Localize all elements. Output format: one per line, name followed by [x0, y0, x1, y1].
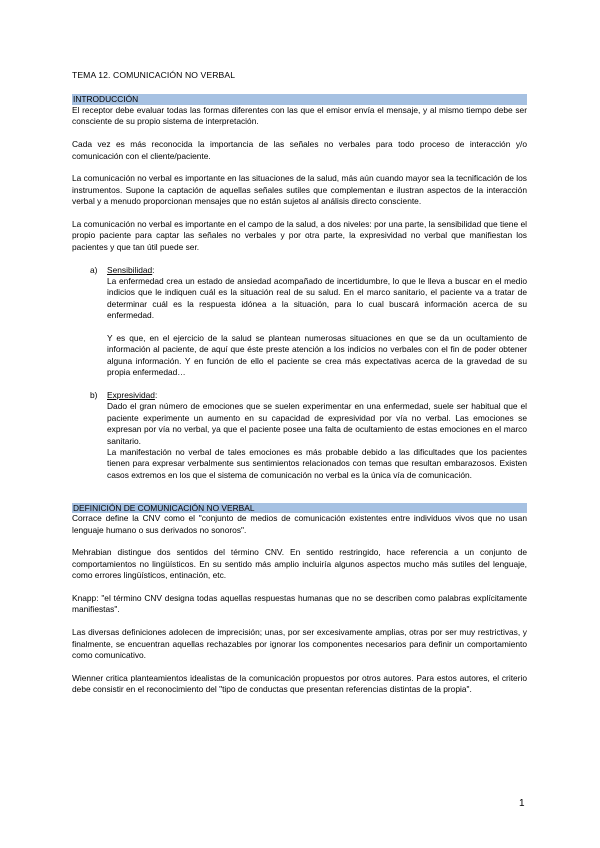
- section-heading-introduccion: INTRODUCCIÓN: [72, 94, 527, 105]
- paragraph: Las diversas definiciones adolecen de imprecisión; unas, por ser excesivamente amplias, otras por ser muy restrictivas, y finalmente, se encuentran aquellas rechazables por ignorar los componentes necesarios para definir un comportamiento como comunicativo.: [72, 627, 527, 660]
- paragraph: Wienner critica planteamientos idealistas de la comunicación propuestos por otros autores. Para estos autores, el criterio debe consistir en el reconocimiento del "tipo de conductas que presentan referencias distintas de la propia".: [72, 672, 527, 695]
- list-item-label: Sensibilidad: [107, 264, 153, 275]
- label-colon: :: [154, 389, 158, 400]
- label-colon: :: [152, 264, 155, 275]
- paragraph: La enfermedad crea un estado de ansiedad acompañado de incertidumbre, lo que le lleva a buscar en el medio indicios que le indiquen cuál es la situación real de su salud. En el marco sanitario, el paciente va a tratar de determinar cuál es la respuesta idónea a la situación, para lo cual buscará información acerca de su enfermedad.: [107, 275, 527, 321]
- list-marker: b): [90, 389, 98, 400]
- document-title: TEMA 12. COMUNICACIÓN NO VERBAL: [72, 70, 236, 80]
- paragraph: Cada vez es más reconocida la importancia de las señales no verbales para todo proceso de interacción y/o comunicación con el cliente/paciente.: [72, 139, 527, 161]
- paragraph: Knapp: "el término CNV designa todas aquellas respuestas humanas que no se describen como palabras explícitamente manifiestas".: [72, 592, 527, 615]
- list-marker: a): [90, 264, 98, 275]
- paragraph: El receptor debe evaluar todas las formas diferentes con las que el emisor envía el mensaje, y al mismo tiempo debe ser consciente de su propio sistema de interpretación.: [72, 104, 527, 127]
- list-item-label: Expresividad: [107, 389, 155, 400]
- paragraph: Dado el gran número de emociones que se suelen experimentar en una enfermedad, suele ser habitual que el paciente experimente un aumento en su capacidad de expresividad por vía no verbal. Las emociones se expresan por vía no verbal, ya que el paciente posee una falta de ocultamiento de estas emociones en el marco sanitario.: [107, 401, 527, 446]
- list-item-expresividad: [72, 390, 527, 481]
- paragraph: Y es que, en el ejercicio de la salud se plantean numerosas situaciones en que se da un ocultamiento de información al paciente, de aquí que éste preste atención a los indicios no verbales con el fin de poder obtener alguna información. Y en función de ello el paciente se crea más expectativas acerca de la gravedad de su propia enfermedad…: [107, 332, 527, 378]
- paragraph: La comunicación no verbal es importante en el campo de la salud, a dos niveles: por una parte, la sensibilidad que tiene el propio paciente para captar las señales no verbales y por otra parte, la expresividad no verbal que manifiestan los pacientes y que tan útil puede ser.: [72, 218, 527, 252]
- page-number: 1: [519, 798, 525, 809]
- list-item-sensibilidad: [72, 265, 527, 379]
- paragraph: La manifestación no verbal de tales emociones es más probable debido a las dificultades que los pacientes tienen para expresar verbalmente sus sentimientos relacionados con temas que resultan embarazosos. Existen casos extremos en los que el sistema de comunicación no verbal es la única vía de comunicación.: [107, 447, 527, 480]
- paragraph: Mehrabian distingue dos sentidos del término CNV. En sentido restringido, hace referencia a un conjunto de comportamientos no lingüísticos. En su sentido más amplio incluiría algunos aspectos mucho más sutiles del lenguaje, como errores lingüísticos, entinación, etc.: [72, 547, 527, 581]
- paragraph: La comunicación no verbal es importante en las situaciones de la salud, más aún cuando mayor sea la tecnificación de los instrumentos. Supone la captación de aquellas señales sutiles que complementan e ilustran aspectos de la interacción verbal y a menudo proporcionan mensajes que no están sujetos al análisis directo consciente.: [72, 173, 527, 207]
- document-page: [72, 70, 527, 707]
- paragraph: Corrace define la CNV como el "conjunto de medios de comunicación existentes entre individuos vivos que no usan lenguaje humano o sus derivados no sonoros".: [72, 513, 527, 535]
- section-heading-definicion: DEFINICIÓN DE COMUNICACIÓN NO VERBAL: [72, 503, 527, 514]
